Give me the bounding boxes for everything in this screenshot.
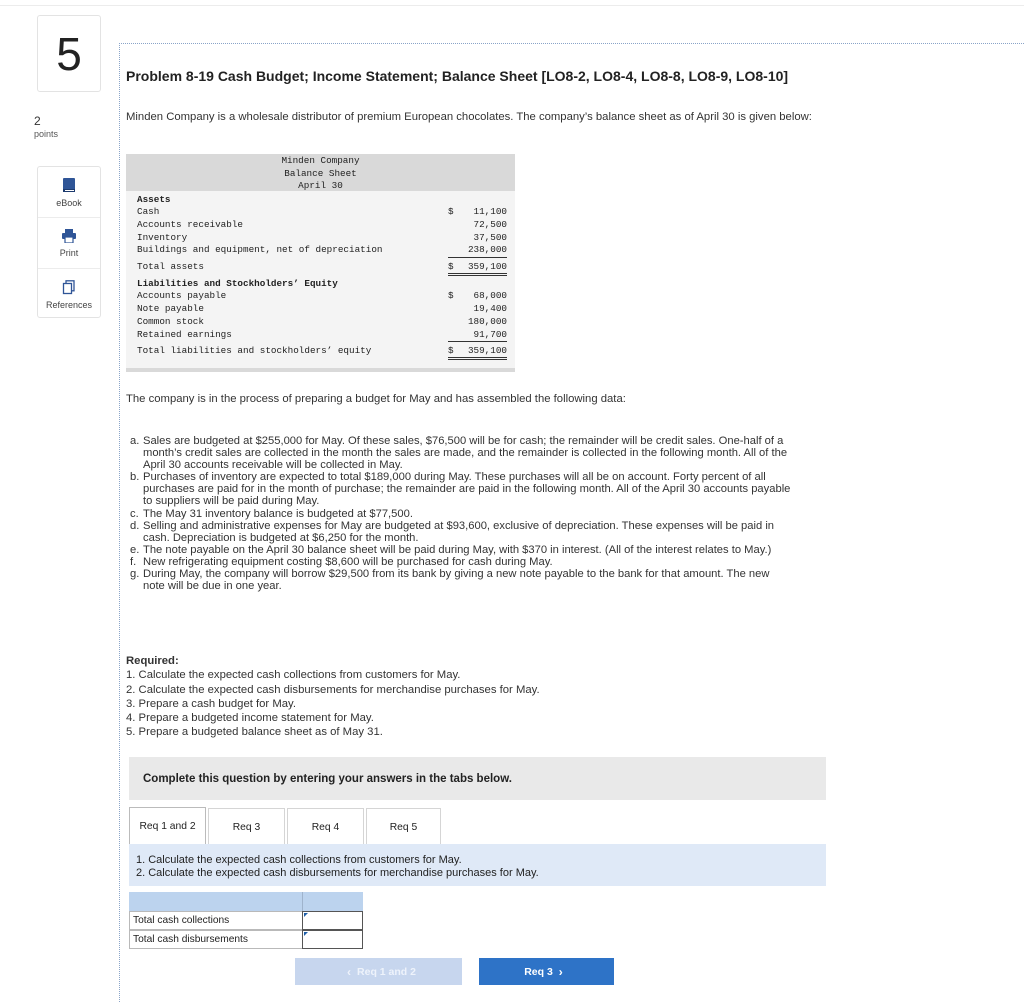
statement-name: Balance Sheet — [284, 167, 357, 179]
required-section — [126, 654, 540, 740]
double-underline — [448, 273, 507, 274]
tab-req-4[interactable]: Req 4 — [287, 808, 364, 846]
panel-line: 1. Calculate the expected cash collections from customers for May. — [136, 854, 462, 866]
points-value: 2 — [34, 114, 41, 128]
assets-heading: Assets — [137, 194, 171, 205]
top-divider — [0, 5, 1024, 6]
required-item: 5. Prepare a budgeted balance sheet as of May 31. — [126, 726, 383, 739]
list-item: f. New refrigerating equipment costing $8,600 will be purchased for cash during May. — [130, 555, 553, 568]
next-tab-button[interactable] — [479, 958, 614, 985]
book-icon — [38, 177, 100, 195]
budget-data-list — [130, 435, 900, 592]
double-underline — [448, 359, 507, 360]
answer-table-header — [129, 892, 363, 911]
total-liabilities-row: Total liabilities and stockholders’ equity $ 359,100 — [137, 345, 507, 356]
table-row: Cash $ 11,100 — [137, 206, 507, 217]
list-item: a. Sales are budgeted at $255,000 for May. Of these sales, $76,500 will be for cash; the remainder will be credit sales. One-half of a month’s credit sales are collected in the month the sales are made, and the remainder is collected in the following month. All of the April 30 accounts receivable will be collected in May. — [130, 435, 788, 472]
prev-tab-label: Req 1 and 2 — [357, 965, 416, 978]
tab-req-3[interactable]: Req 3 — [208, 808, 285, 846]
table-row: Retained earnings 91,700 — [137, 329, 507, 340]
print-button[interactable] — [38, 229, 100, 258]
underline — [448, 341, 507, 342]
answer-cell — [302, 911, 363, 930]
double-underline — [448, 357, 507, 358]
ebook-button[interactable] — [38, 177, 100, 208]
references-button[interactable] — [38, 280, 100, 310]
table-row: Buildings and equipment, net of depreciation 238,000 — [137, 244, 507, 255]
data-intro: The company is in the process of preparing a budget for May and has assembled the following data: — [126, 393, 626, 405]
list-item: e. The note payable on the April 30 balance sheet will be paid during May, with $370 in interest. (All of the interest relates to May.) — [130, 543, 772, 556]
ebook-label: eBook — [56, 198, 82, 208]
table-row: Common stock 180,000 — [137, 316, 507, 327]
chevron-left-icon: ‹ — [347, 964, 352, 979]
instruction-banner: Complete this question by entering your answers in the tabs below. — [129, 757, 826, 800]
statement-date: April 30 — [298, 180, 343, 191]
liabilities-heading: Liabilities and Stockholders’ Equity — [137, 278, 338, 289]
list-item: g. During May, the company will borrow $29,500 from its bank by giving a new note payable to the bank for that amount. The new note will be due in one year. — [130, 568, 770, 593]
required-item: 1. Calculate the expected cash collections from customers for May. — [126, 669, 461, 682]
double-underline — [448, 275, 507, 276]
tool-panel — [37, 166, 101, 318]
table-row: Accounts payable $ 68,000 — [137, 290, 507, 301]
answer-row — [129, 930, 363, 949]
list-item: c. The May 31 inventory balance is budgeted at $77,500. — [130, 507, 413, 520]
answer-cell — [302, 930, 363, 949]
list-item: d. Selling and administrative expenses for May are budgeted at $93,600, exclusive of depreciation. These expenses will be paid in cash. Depreciation is budgeted at $6,250 for the month. — [130, 519, 775, 544]
total-assets-row: Total assets $ 359,100 — [137, 261, 507, 272]
tab-req-1-and-2[interactable]: Req 1 and 2 — [129, 807, 206, 845]
tab-req-5[interactable]: Req 5 — [366, 808, 441, 846]
question-number: 5 — [37, 15, 101, 92]
required-item: 4. Prepare a budgeted income statement for May. — [126, 712, 374, 725]
table-row: Accounts receivable 72,500 — [137, 219, 507, 230]
answer-row — [129, 911, 363, 930]
table-row: Note payable 19,400 — [137, 303, 507, 314]
underline — [448, 257, 507, 258]
tab-panel-instructions — [129, 844, 826, 886]
references-label: References — [45, 300, 93, 310]
balance-sheet-footer — [126, 368, 515, 372]
header-divider — [302, 892, 303, 911]
answer-label: Total cash collections — [129, 911, 302, 930]
balance-sheet — [126, 154, 515, 372]
prev-tab-button[interactable] — [295, 958, 462, 985]
company-name: Minden Company — [281, 155, 360, 166]
list-item: b. Purchases of inventory are expected to total $189,000 during May. These purchases will all be on account. Forty percent of all purchases are paid for in the month of purchase; the remainder are paid in the following month. All of the April 30 accounts payable to suppliers will be paid during May. — [130, 471, 791, 508]
required-heading: Required: — [126, 655, 179, 667]
required-item: 2. Calculate the expected cash disbursements for merchandise purchases for May. — [126, 683, 540, 696]
total-cash-disbursements-input[interactable] — [305, 932, 360, 947]
question-content — [119, 43, 1024, 1002]
tool-divider — [38, 268, 100, 269]
chevron-right-icon: › — [558, 964, 563, 979]
table-row: Inventory 37,500 — [137, 232, 507, 243]
problem-intro: Minden Company is a wholesale distributor of premium European chocolates. The company’s balance sheet as of April 30 is given below: — [126, 111, 812, 123]
references-icon — [38, 280, 100, 297]
panel-line: 2. Calculate the expected cash disbursements for merchandise purchases for May. — [136, 867, 539, 879]
answer-label: Total cash disbursements — [129, 930, 302, 949]
total-cash-collections-input[interactable] — [305, 913, 360, 928]
required-item: 3. Prepare a cash budget for May. — [126, 697, 296, 710]
tool-divider — [38, 217, 100, 218]
points-label: points — [34, 129, 59, 139]
next-tab-label: Req 3 — [524, 965, 553, 978]
printer-icon — [38, 229, 100, 245]
problem-title: Problem 8-19 Cash Budget; Income Statement; Balance Sheet [LO8-2, LO8-4, LO8-8, LO8-9, LO8-10] — [126, 68, 789, 84]
print-label: Print — [59, 248, 79, 258]
balance-sheet-header — [126, 154, 515, 191]
